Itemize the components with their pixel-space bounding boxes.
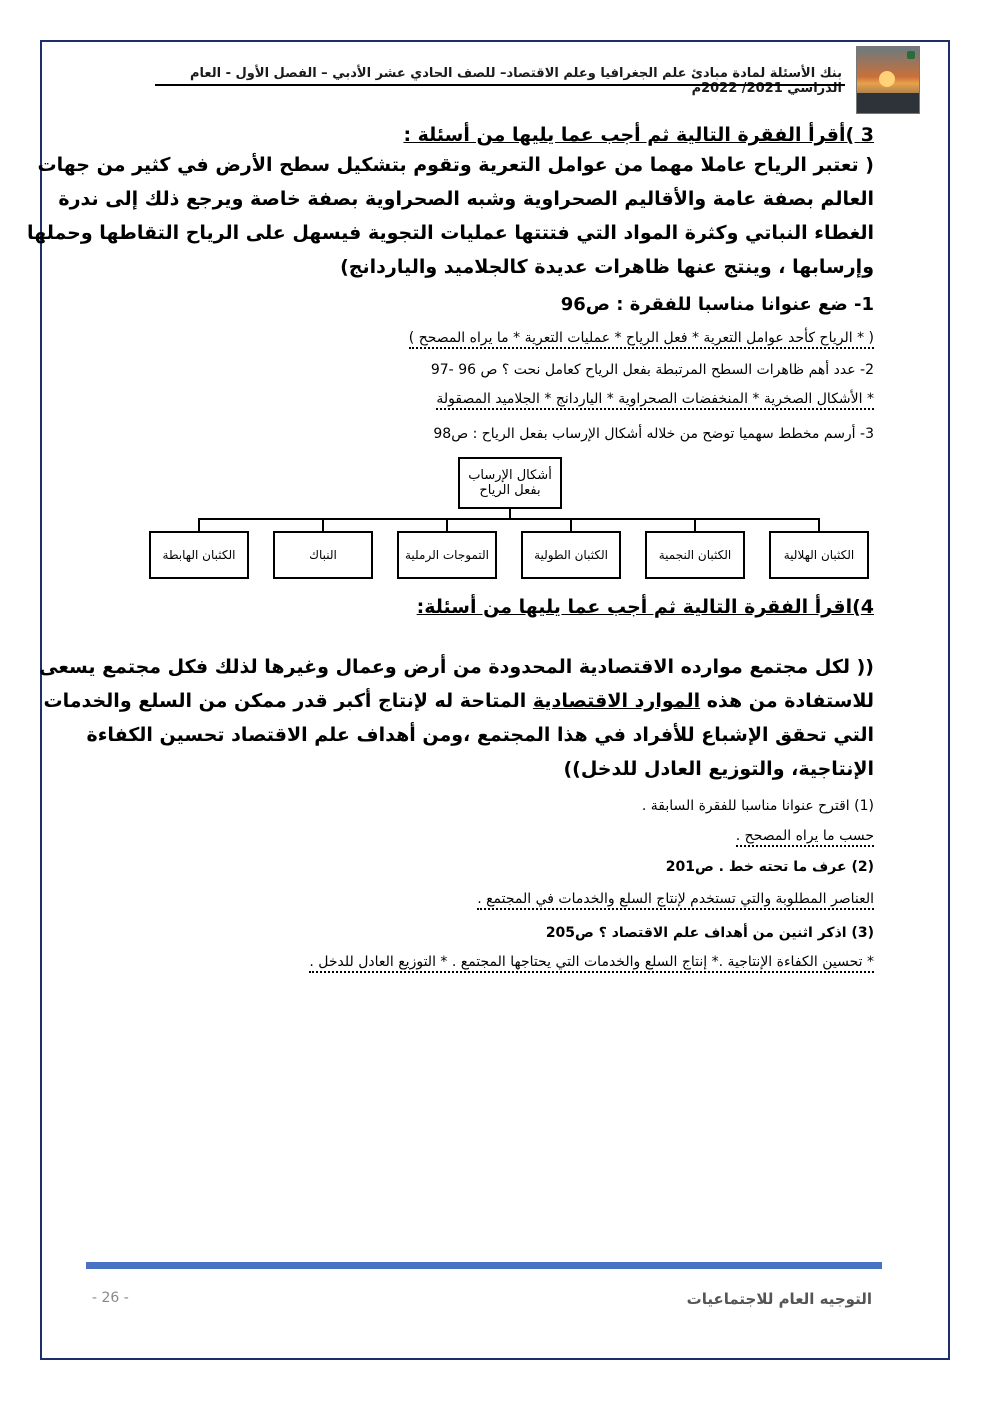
q3-paragraph-line-4: وإرسابها ، وينتج عنها ظاهرات عديدة كالجلاميد والياردانج) [340, 256, 874, 278]
q3-sub1-answer: ( * الرياح كأحد عوامل التعرية * فعل الرياح * عمليات التعرية * ما يراه المصحح ) [409, 330, 874, 349]
q4-sub3-answer: * تحسين الكفاءة الإنتاجية .* إنتاج السلع والخدمات التي يحتاجها المجتمع . * التوزيع العادل للدخل . [309, 954, 874, 973]
q3-sub2-question: 2- عدد أهم ظاهرات السطح المرتبطة بفعل الرياح كعامل نحت ؟ ص 96 -97 [430, 362, 874, 378]
q4-paragraph-line-2: للاستفادة من هذه الموارد الاقتصادية المتاحة له لإنتاج أكبر قدر ممكن من السلع والخدمات [43, 690, 874, 712]
diagram-child-box: الكثبان الهلالية [769, 531, 869, 579]
page-number: - 26 - [92, 1290, 129, 1306]
diagram-connector [198, 518, 200, 532]
q4-paragraph-line-3: التي تحقق الإشباع للأفراد في هذا المجتمع ،ومن أهداف علم الاقتصاد تحسين الكفاءة [86, 724, 874, 746]
diagram-connector [570, 518, 572, 532]
q3-sub1-question: 1- ضع عنوانا مناسبا للفقرة : ص96 [560, 294, 874, 315]
diagram-child-box: الكثبان النجمية [645, 531, 745, 579]
q4-sub3-question: (3) اذكر اثنين من أهداف علم الاقتصاد ؟ ص205 [545, 925, 874, 941]
q3-paragraph-line-3: الغطاء النباتي وكثرة المواد التي فتتتها عمليات التجوية فيسهل على الرياح التقاطها وحملها [27, 222, 874, 244]
q3-sub2-answer: * الأشكال الصخرية * المنخفضات الصحراوية * الياردانج * الجلاميد المصقولة [436, 391, 874, 410]
header-title: بنك الأسئلة لمادة مبادئ علم الجغرافيا وعلم الاقتصاد– للصف الحادي عشر الأدبي – الفصل الأول - العام الدراسي 2021/ 2022م [190, 66, 842, 96]
q4-paragraph-line-1: (( لكل مجتمع موارده الاقتصادية المحدودة من أرض وعمال وغيرها لذلك فكل مجتمع يسعى [39, 656, 874, 678]
diagram-connector [446, 518, 448, 532]
diagram-child-box: الكثبان الهابطة [149, 531, 249, 579]
diagram-child-box: التموجات الرملية [397, 531, 497, 579]
q4-sub2-answer: العناصر المطلوبة والتي تستخدم لإنتاج السلع والخدمات في المجتمع . [477, 891, 874, 910]
header-logo-image [856, 46, 920, 114]
diagram-connector [322, 518, 324, 532]
underlined-term: الموارد الاقتصادية [532, 690, 701, 712]
footer-divider [86, 1262, 882, 1269]
q4-sub1-answer: حسب ما يراه المصحح . [736, 828, 874, 847]
q3-sub3-question: 3- أرسم مخطط سهميا توضح من خلاله أشكال الإرساب بفعل الرياح : ص98 [433, 426, 874, 442]
diagram-connector [818, 518, 820, 532]
footer-text: التوجيه العام للاجتماعيات [686, 1290, 872, 1308]
diagram-child-box: الكثبان الطولية [521, 531, 621, 579]
q4-title: 4)اقرأ الفقرة التالية ثم أجب عما يليها من أسئلة: [416, 596, 874, 618]
q4-sub1-question: (1) اقترح عنوانا مناسبا للفقرة السابقة . [641, 798, 874, 814]
q4-paragraph-line-4: الإنتاجية، والتوزيع العادل للدخل)) [563, 758, 874, 780]
header-divider [155, 84, 845, 86]
diagram-root-box: أشكال الإرساب بفعل الرياح [458, 457, 562, 509]
q4-sub2-question: (2) عرف ما تحته خط . ص201 [665, 859, 874, 875]
diagram-child-box: النباك [273, 531, 373, 579]
q3-paragraph-line-2: العالم بصفة عامة والأقاليم الصحراوية وشبه الصحراوية بصفة خاصة ويرجع ذلك إلى ندرة [58, 188, 874, 210]
diagram-connector [694, 518, 696, 532]
diagram-connector-bar [198, 518, 820, 520]
q3-paragraph-line-1: ( تعتبر الرياح عاملا مهما من عوامل التعرية وتقوم بتشكيل سطح الأرض في كثير من جهات [37, 154, 874, 176]
q3-title: 3 )أقرأ الفقرة التالية ثم أجب عما يليها من أسئلة : [403, 124, 874, 146]
